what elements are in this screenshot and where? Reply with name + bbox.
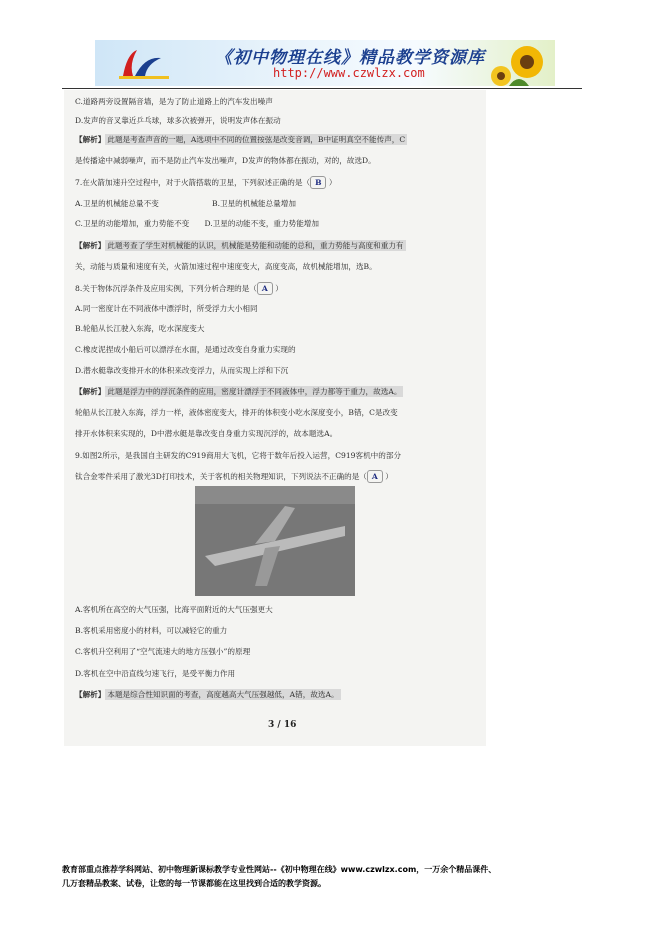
analysis-text: 此题是考查声音的一题，A选项中不同的位置按弦是改变音调，B中证明真空不能传声，C <box>107 135 406 144</box>
footer-line-2: 几万套精品教案、试卷，让您的每一节课都能在这里找到合适的教学资源。 <box>62 879 326 888</box>
airplane-image-icon <box>195 486 355 596</box>
text-line <box>75 668 235 679</box>
text-line <box>75 365 288 376</box>
line-text: 9.如图2所示，是我国自主研发的C919商用大飞机，它将于数年后投入运营，C919客机中的部分 <box>75 451 402 460</box>
line-text: 轮船从长江驶入东海，浮力一样，液体密度变大，排开的体积变小吃水深度变小，B错，C是改变 <box>75 408 398 417</box>
logo-icon <box>115 46 175 82</box>
text-line <box>75 625 227 636</box>
line-text: A.同一密度计在不同液体中漂浮时，所受浮力大小相同 <box>75 304 258 313</box>
analysis-label: 【解析】 <box>75 690 106 699</box>
line-tail: ） <box>326 178 337 187</box>
text-line <box>75 323 205 334</box>
analysis-text: 本题是综合性知识面的考查，高度越高大气压强越低，A错，故选A。 <box>107 690 339 699</box>
text-line <box>75 155 376 166</box>
line-text: 7.在火箭加速升空过程中，对于火箭搭载的卫星，下列叙述正确的是（ <box>75 178 311 187</box>
answer-mark: A <box>257 282 273 295</box>
analysis-label: 【解析】 <box>75 241 106 250</box>
text-line <box>75 282 283 295</box>
text-line <box>75 428 337 439</box>
text-line <box>75 386 403 397</box>
text-line <box>75 240 406 251</box>
line-text: C.客机升空利用了“空气流速大的地方压强小”的原理 <box>75 647 251 656</box>
text-line <box>75 176 337 189</box>
text-line <box>75 261 377 272</box>
line-text: D.客机在空中沿直线匀速飞行，是受平衡力作用 <box>75 669 236 678</box>
answer-mark: B <box>310 176 326 189</box>
text-line <box>75 303 258 314</box>
text-line <box>75 470 393 483</box>
banner-title: 《初中物理在线》精品教学资源库 <box>215 48 485 68</box>
c919-photo <box>195 486 355 596</box>
line-tail: ） <box>272 284 283 293</box>
text-line <box>75 407 398 418</box>
text-line <box>75 344 296 355</box>
header-rule <box>62 88 582 89</box>
line-text: 是传播途中减弱噪声，而不是防止汽车发出噪声，D发声的物体都在振动，对的，故选D。 <box>75 156 376 165</box>
line-text: 8.关于物体沉浮条件及应用实例，下列分析合理的是（ <box>75 284 257 293</box>
page-number: 3 / 16 <box>268 720 297 730</box>
text-line <box>75 96 273 107</box>
answer-mark: A <box>367 470 383 483</box>
analysis-text: 此题是浮力中的浮沉条件的应用，密度计漂浮于不同液体中，浮力都等于重力，故选A。 <box>107 387 402 396</box>
text-line <box>75 450 401 461</box>
header-banner <box>95 40 555 86</box>
analysis-text: 此题考查了学生对机械能的认识，机械能是势能和动能的总和，重力势能与高度和重力有 <box>107 241 404 250</box>
text-line <box>75 134 407 145</box>
line-text: C.道路两旁设置隔音墙，是为了防止道路上的汽车发出噪声 <box>75 97 273 106</box>
line-text: B.轮船从长江驶入东海，吃水深度变大 <box>75 324 205 333</box>
line-text: D.潜水艇靠改变排开水的体积来改变浮力，从而实现上浮和下沉 <box>75 366 289 375</box>
line-text: 钛合金零件采用了激光3D打印技术，关于客机的相关物理知识，下列说法不正确的是（ <box>75 472 367 481</box>
text-line <box>75 689 341 700</box>
line-text: 排开水体积来实现的，D中潜水艇是靠改变自身重力实现沉浮的，故本题选A。 <box>75 429 338 438</box>
analysis-label: 【解析】 <box>75 135 106 144</box>
text-line <box>75 115 281 126</box>
text-line <box>75 646 250 657</box>
text-line <box>75 604 273 615</box>
text-line <box>75 218 319 229</box>
footer <box>62 863 602 891</box>
banner-url[interactable]: http://www.czwlzx.com <box>273 66 425 80</box>
line-text: B.客机采用密度小的材料，可以减轻它的重力 <box>75 626 228 635</box>
line-tail: ） <box>382 472 393 481</box>
line-text: A.卫星的机械能总量不变 B.卫星的机械能总量增加 <box>75 199 296 208</box>
line-text: A.客机所在高空的大气压强，比海平面附近的大气压强更大 <box>75 605 273 614</box>
text-line <box>75 198 296 209</box>
line-text: C.卫星的动能增加，重力势能不变 D.卫星的动能不变，重力势能增加 <box>75 219 319 228</box>
footer-line-1: 教育部重点推荐学科网站、初中物理新课标教学专业性网站--《初中物理在线》www.czwlzx.com，一万余个精品课件、 <box>62 865 497 874</box>
analysis-label: 【解析】 <box>75 387 106 396</box>
line-text: C.橡皮泥捏成小船后可以漂浮在水面，是通过改变自身重力实现的 <box>75 345 296 354</box>
line-text: 关，动能与质量和速度有关，火箭加速过程中速度变大，高度变高，故机械能增加，选B。 <box>75 262 377 271</box>
sunflower-icon <box>489 42 551 86</box>
line-text: D.发声的音叉靠近乒乓球，球多次被弹开，说明发声体在振动 <box>75 116 281 125</box>
